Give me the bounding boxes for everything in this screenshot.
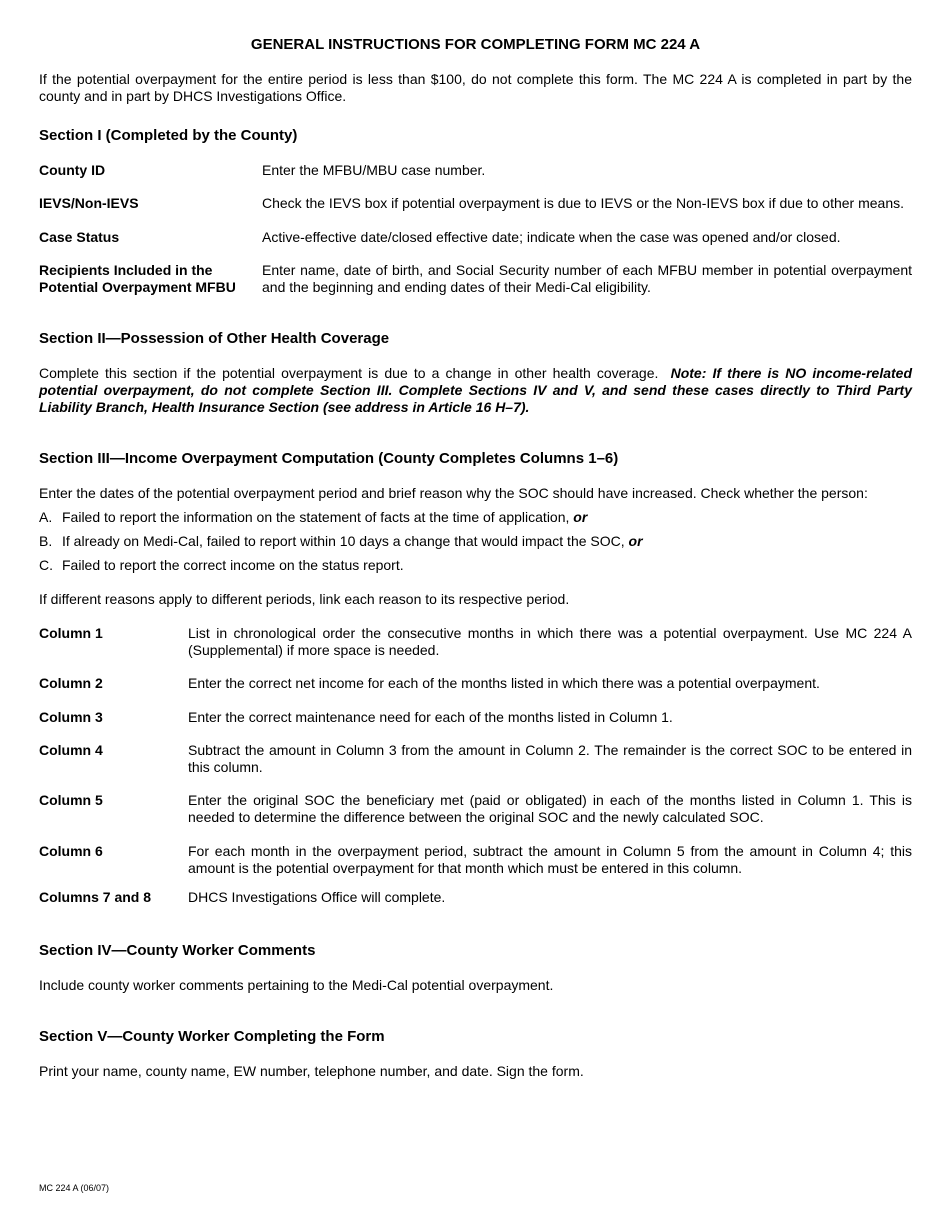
field-instruction: Enter the MFBU/MBU case number.	[262, 162, 486, 178]
section-3-link-text: If different reasons apply to different periods, link each reason to its respective period.	[39, 591, 570, 607]
column-label: Columns 7 and 8	[39, 889, 152, 905]
column-label: Column 6	[39, 843, 103, 859]
field-label-line: Recipients Included in the	[39, 262, 213, 278]
section-1-heading: Section I (Completed by the County)	[39, 127, 298, 144]
section-5-text: Print your name, county name, EW number, telephone number, and date. Sign the form.	[39, 1063, 584, 1079]
section-3-heading: Section III—Income Overpayment Computation (County Completes Columns 1–6)	[39, 450, 619, 467]
column-instruction: Subtract the amount in Column 3 from the amount in Column 2. The remainder is the correct SOC to be entered in this column.	[188, 742, 912, 775]
list-marker: C.	[39, 557, 53, 573]
section-4-text: Include county worker comments pertaining to the Medi-Cal potential overpayment.	[39, 977, 554, 993]
column-label: Column 4	[39, 742, 103, 758]
list-text: Failed to report the correct income on the status report.	[62, 557, 404, 573]
list-marker: B.	[39, 533, 53, 549]
column-instruction: Enter the correct net income for each of the months listed in which there was a potential overpayment.	[188, 675, 820, 691]
column-instruction: List in chronological order the consecutive months in which there was a potential overpayment. Use MC 224 A (Supplemental) if more space is needed.	[188, 625, 912, 658]
section-3-intro: Enter the dates of the potential overpayment period and brief reason why the SOC should have increased. Check whether the person:	[39, 485, 868, 501]
intro-paragraph: If the potential overpayment for the entire period is less than $100, do not complete this form. The MC 224 A is completed in part by the county and in part by DHCS Investigations Office.	[39, 71, 912, 104]
field-label-line: Potential Overpayment MFBU	[39, 279, 236, 295]
field-instruction: Active-effective date/closed effective date; indicate when the case was opened and/or closed.	[262, 229, 841, 245]
field-instruction: Enter name, date of birth, and Social Security number of each MFBU member in potential overpayment and the beginning and ending dates of their Medi-Cal eligibility.	[262, 262, 912, 295]
list-suffix: or	[573, 509, 588, 525]
document-title: GENERAL INSTRUCTIONS FOR COMPLETING FORM MC 224 A	[250, 36, 701, 53]
column-label: Column 3	[39, 709, 103, 725]
field-label-recipients	[39, 262, 254, 296]
section-5-heading: Section V—County Worker Completing the Form	[39, 1028, 385, 1045]
section-2-heading: Section II—Possession of Other Health Coverage	[39, 330, 390, 347]
column-label: Column 5	[39, 792, 103, 808]
section-2-paragraph	[39, 365, 912, 416]
column-instruction: DHCS Investigations Office will complete.	[188, 889, 446, 905]
list-text: If already on Medi-Cal, failed to report within 10 days a change that would impact the SOC,	[62, 533, 625, 549]
section-2-note: Note: If there is NO income-related potential overpayment, do not complete Section III. Complete Sections IV and V, and send these cases directly to Third Party Liability Branch, Health Insurance Section (see address in Article 16 H–7).	[39, 365, 912, 415]
column-instruction: Enter the correct maintenance need for each of the months listed in Column 1.	[188, 709, 673, 725]
list-item	[39, 557, 912, 574]
field-label-county-id: County ID	[39, 162, 106, 178]
field-instruction: Check the IEVS box if potential overpayment is due to IEVS or the Non-IEVS box if due to other means.	[262, 195, 905, 211]
section-2-text: Complete this section if the potential overpayment is due to a change in other health coverage.	[39, 365, 659, 381]
list-text: Failed to report the information on the statement of facts at the time of application,	[62, 509, 570, 525]
field-label-ievs: IEVS/Non-IEVS	[39, 195, 139, 211]
list-suffix: or	[628, 533, 643, 549]
form-footer: MC 224 A (06/07)	[39, 1183, 110, 1193]
list-marker: A.	[39, 509, 53, 525]
list-item	[39, 533, 912, 550]
column-instruction: For each month in the overpayment period, subtract the amount in Column 5 from the amount in Column 4; this amount is the potential overpayment for that month which must be entered in this column.	[188, 843, 912, 876]
field-label-case-status: Case Status	[39, 229, 120, 245]
list-item	[39, 509, 912, 526]
column-label: Column 2	[39, 675, 103, 691]
section-4-heading: Section IV—County Worker Comments	[39, 942, 316, 959]
column-label: Column 1	[39, 625, 103, 641]
column-instruction: Enter the original SOC the beneficiary met (paid or obligated) in each of the months listed in Column 1. This is needed to determine the difference between the original SOC and the newly calculated SOC.	[188, 792, 912, 825]
